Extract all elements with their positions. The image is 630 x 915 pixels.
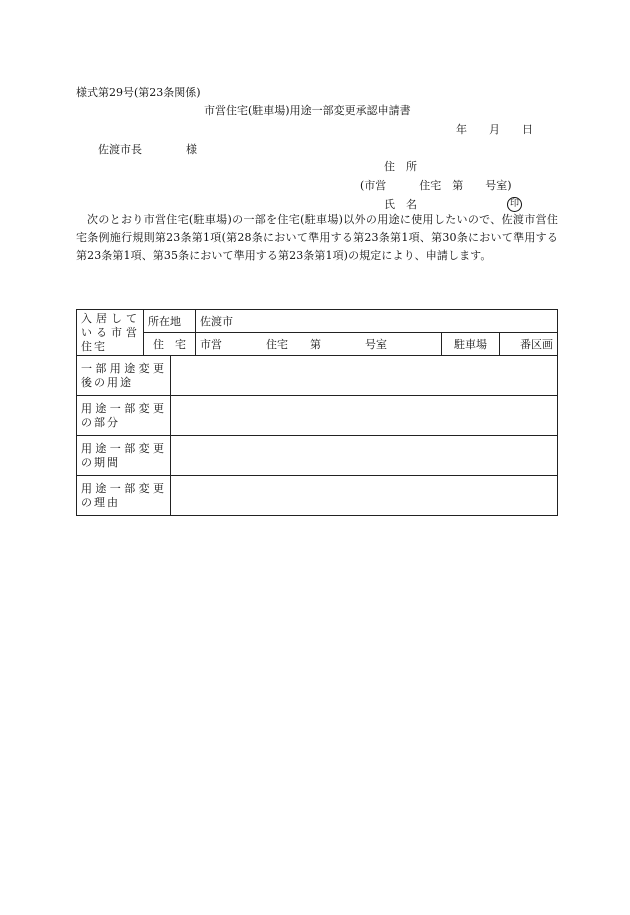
date-line: 年 月 日 (456, 123, 533, 136)
change-period-field[interactable] (171, 436, 558, 476)
change-reason-field[interactable] (171, 476, 558, 516)
location-label: 所在地 (144, 310, 196, 333)
table-row (77, 476, 558, 516)
form-title: 市営住宅(駐車場)用途一部変更承認申請書 (204, 104, 411, 117)
residence-line: (市営 住宅 第 号室) (360, 179, 512, 192)
form-number: 様式第29号(第23条関係) (76, 86, 201, 99)
change-period-label: 用途一部変更の期間 (77, 436, 171, 476)
change-reason-label: 用途一部変更の理由 (77, 476, 171, 516)
housing-label: 住 宅 (144, 333, 196, 356)
changed-use-label: 一部用途変更後の用途 (77, 356, 171, 396)
application-statement: 次のとおり市営住宅(駐車場)の一部を住宅(駐車場)以外の用途に使用したいので、佐渡市営住宅条例施行規則第23条第1項(第28条において準用する第23条第1項、第30条において準用する第23条第1項、第35条において準用する第23条第1項)の規定により、申請します。 (76, 213, 558, 262)
addressee: 佐渡市長 様 (98, 143, 197, 156)
table-row (77, 436, 558, 476)
change-part-label: 用途一部変更の部分 (77, 396, 171, 436)
resident-housing-label: 入居している市営住宅 (77, 310, 144, 356)
seal-mark (507, 197, 522, 212)
table-row (77, 310, 558, 333)
changed-use-field[interactable] (171, 356, 558, 396)
table-row (77, 356, 558, 396)
table-row (77, 396, 558, 436)
name-label: 氏 名 (384, 198, 417, 211)
application-table (76, 309, 558, 516)
housing-value[interactable]: 市営 住宅 第 号室 (196, 333, 442, 356)
seal-mark-text: 印 (509, 199, 519, 209)
address-label: 住 所 (384, 160, 417, 173)
change-part-field[interactable] (171, 396, 558, 436)
table-row (77, 333, 558, 356)
parking-value[interactable]: 番区画 (500, 333, 558, 356)
parking-label: 駐車場 (442, 333, 500, 356)
location-value[interactable]: 佐渡市 (196, 310, 558, 333)
